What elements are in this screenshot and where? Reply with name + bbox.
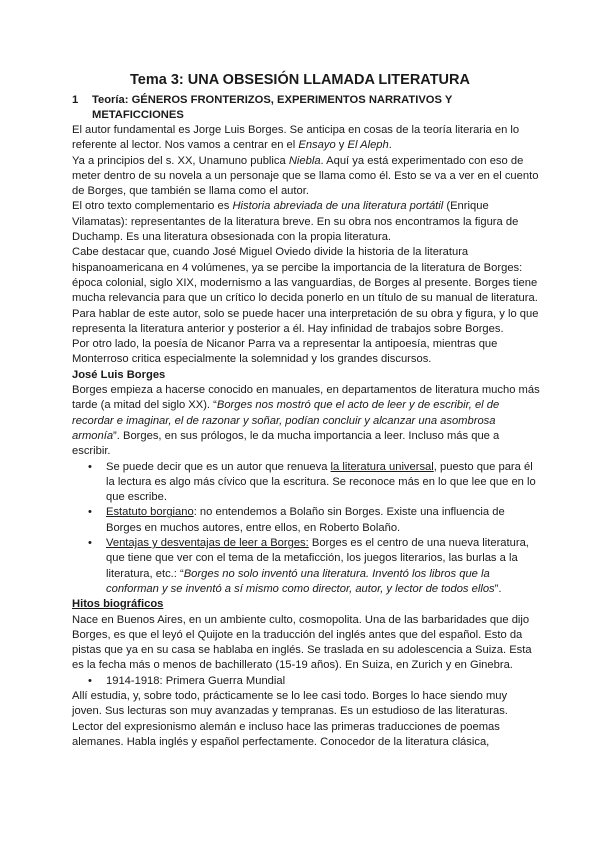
paragraph-text: Ya a principios del s. XX, Unamuno publica bbox=[72, 154, 289, 167]
paragraph-text: , puesto que para él la lectura es algo más cívico que la escritura. Se reconoce más en lo que lee que en lo que escribe. bbox=[106, 460, 536, 504]
paragraph-interpretacion: Para hablar de este autor, solo se puede hacer una interpretación de su obra y figura, y lo que representa la literatura anterior y posterior a él. Hay infinidad de trabajos sobre Borges. bbox=[72, 307, 539, 335]
italic-title: Historia abreviada de una literatura portátil bbox=[232, 200, 444, 213]
paragraph-text: . Aquí ya está experimentado con eso de meter dentro de su novela a un personaje que se llama como él. Esto se va a ver en el cuento de Borges, que también se llama como el autor. bbox=[72, 154, 539, 198]
paragraph-text: El autor fundamental es Jorge Luis Borges. Se anticipa en cosas de la teoría literaria en lo referente al lector. Nos vamos a centrar en el bbox=[72, 124, 520, 152]
section-heading bbox=[72, 93, 542, 123]
list-item bbox=[72, 505, 540, 536]
list-item bbox=[72, 460, 540, 506]
underlined-text: Ventajas y desventajas de leer a Borges: bbox=[106, 537, 309, 550]
paragraph-text: Borges es el centro de una nueva literatura, que tiene que ver con el tema de la metaficción, los juegos literarios, las burlas a la literatura, etc.: “ bbox=[106, 537, 529, 580]
document-title: Tema 3: UNA OBSESIÓN LLAMADA LITERATURA bbox=[130, 72, 470, 88]
paragraph-text: 1914-1918: Primera Guerra Mundial bbox=[106, 674, 286, 687]
paragraph-hitos-1: Nace en Buenos Aires, en un ambiente culto, cosmopolita. Una de las barbaridades que dijo Borges, es que el leyó el Quijote en la traducción del inglés antes que del español. Esto da pistas que ya en su casa se hablaba en inglés. Se traslada en su adolescencia a Suiza. Esta es la fecha más o menos de bachillerato (15-19 años). En Suiza, en Zurich y en Ginebra. bbox=[72, 613, 532, 672]
paragraph-text: Se puede decir que es un autor que renueva bbox=[106, 460, 331, 473]
paragraph-text: ”. bbox=[494, 582, 502, 595]
italic-title: Niebla bbox=[288, 154, 321, 167]
bullet-list-borges bbox=[72, 460, 540, 598]
paragraph-text: y bbox=[335, 139, 348, 152]
list-item bbox=[72, 536, 540, 597]
italic-quote: Borges no solo inventó una literatura. Inventó los libros que la conforman y se inventó a sí mismo como director, autor, y lector de todos ellos bbox=[106, 567, 495, 595]
italic-title: Ensayo bbox=[298, 139, 336, 152]
paragraph-hitos-2: Allí estudia, y, sobre todo, prácticamente se lo lee casi todo. Borges lo hace siendo muy joven. Sus lecturas son muy avanzadas y tempranas. Es un estudioso de las literaturas. Lector del expresionismo alemán e incluso hace las primeras traducciones de poemas alemanes. Habla inglés y español perfectamente. Conocedor de la literatura clásica, bbox=[72, 689, 508, 748]
italic-quote: Borges nos mostró que el acto de leer y de escribir, el de recordar e imaginar, el de razonar y soñar, podían concluir y alcanzar una asombrosa armonía bbox=[72, 399, 500, 442]
italic-title: El Aleph bbox=[347, 139, 389, 152]
bullet-list-hitos bbox=[72, 674, 540, 689]
paragraph-unamuno bbox=[72, 154, 540, 200]
paragraph-text: : no entendemos a Bolaño sin Borges. Existe una influencia de Borges en muchos autores, entre ellos, en Roberto Bolaño. bbox=[106, 506, 505, 534]
paragraph-parra: Por otro lado, la poesía de Nicanor Parra va a representar la antipoesía, mientras que Monterroso critica especialmente la solemnidad y los grandes discursos. bbox=[72, 338, 498, 366]
paragraph-text: Borges empieza a hacerse conocido en manuales, en departamentos de literatura mucho más tarde (a mitad del siglo XX). “ bbox=[72, 384, 540, 412]
subheading-hitos-biograficos: Hitos biográficos bbox=[72, 598, 164, 611]
paragraph-borges-intro bbox=[72, 383, 540, 459]
bullet-icon: • bbox=[88, 674, 92, 687]
paragraph-vilamatas bbox=[72, 199, 540, 245]
paragraph-text: . bbox=[388, 139, 392, 152]
underlined-text: Estatuto borgiano bbox=[106, 506, 194, 519]
paragraph-text: (Enrique Vilamatas): representantes de la literatura breve. En su obra nos encontramos la figura de Duchamp. Es una literatura obsesionada con la propia literatura. bbox=[72, 200, 519, 244]
section-heading-text: Teoría: GÉNEROS FRONTERIZOS, EXPERIMENTOS NARRATIVOS Y METAFICCIONES bbox=[92, 94, 453, 121]
paragraph-text: El otro texto complementario es bbox=[72, 200, 233, 213]
bullet-icon: • bbox=[88, 537, 92, 550]
subheading-jose-luis-borges: José Luis Borges bbox=[72, 368, 166, 381]
paragraph-text: ”. Borges, en sus prólogos, le da mucha importancia a leer. Incluso más que a escribir. bbox=[72, 429, 500, 458]
section-number: 1 bbox=[72, 94, 79, 106]
paragraph-oviedo: Cabe destacar que, cuando José Miguel Oviedo divide la historia de la literatura hispanoamericana en 4 volúmenes, ya se percibe la importancia de la literatura de Borges: época colonial, siglo XIX, modernismo a las vanguardias, de Borges al presente. Borges tiene mucha relevancia para que un crítico lo decida ponerlo en un título de su manual de literatura. bbox=[72, 246, 538, 305]
list-item bbox=[72, 674, 540, 689]
bullet-icon: • bbox=[88, 506, 92, 519]
paragraph-intro bbox=[72, 123, 540, 154]
document-body bbox=[72, 123, 540, 750]
underlined-text: la literatura universal bbox=[330, 460, 434, 473]
bullet-icon: • bbox=[88, 460, 92, 473]
